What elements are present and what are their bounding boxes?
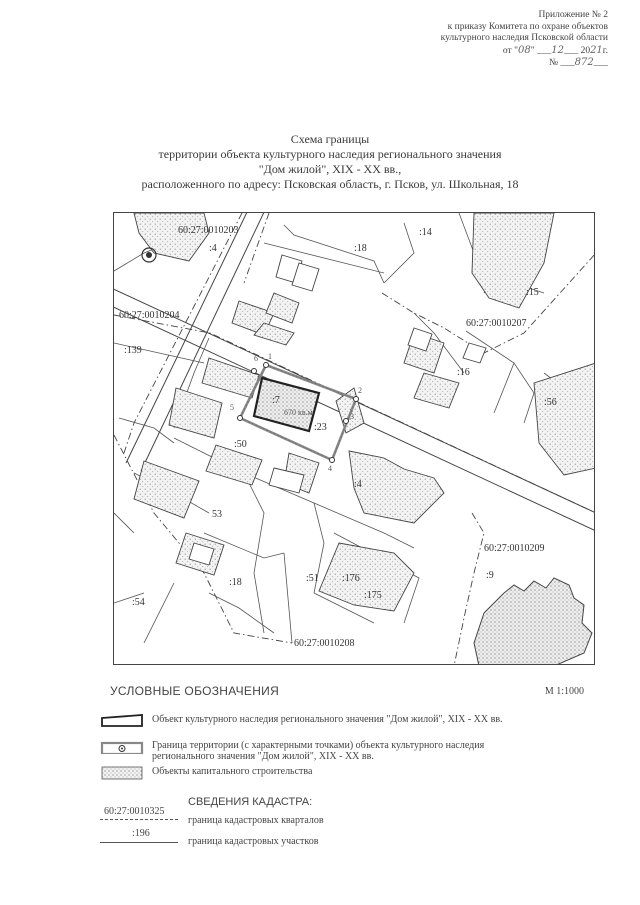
- boundary-point-4: [330, 458, 335, 463]
- scheme-title: [100, 132, 560, 192]
- number-suffix: ___: [593, 58, 608, 68]
- quarter-label-0204: 60:27:0010204: [119, 310, 180, 321]
- parcel-label: :175: [364, 590, 382, 601]
- parcel-label: :176: [342, 573, 360, 584]
- parcel-label: :56: [544, 397, 557, 408]
- number-prefix: № ___: [548, 58, 575, 68]
- order-number: 872: [574, 57, 594, 68]
- marker-icon: [142, 248, 156, 262]
- territory-area: 670 кв.м: [284, 408, 313, 417]
- legend-header: УСЛОВНЫЕ ОБОЗНАЧЕНИЯ: [110, 684, 280, 698]
- title-line4: расположенного по адресу: Псковская область, г. Псков, ул. Школьная, 18: [141, 177, 519, 191]
- parcel-label: :18: [229, 577, 242, 588]
- heritage-object: [254, 378, 319, 431]
- map-drawing: [114, 213, 595, 665]
- cadastre-parcel-desc: граница кадастровых участков: [188, 836, 319, 847]
- parcel-label: :15: [526, 287, 539, 298]
- date-year-prefix: ___ 20: [563, 45, 591, 56]
- point-number-3: 3: [350, 412, 354, 421]
- legend-text-buildings: Объекты капитального строительства: [152, 766, 313, 777]
- parcel-label: :50: [234, 439, 247, 450]
- point-number-4: 4: [328, 464, 332, 473]
- parcel-line-symbol: [100, 842, 178, 843]
- parcel-label: :51: [306, 573, 319, 584]
- boundary-point-6: [252, 369, 257, 374]
- boundary-point-1: [264, 363, 269, 368]
- date-day: 08: [517, 44, 531, 56]
- map-scale: М 1:1000: [544, 686, 584, 697]
- heritage-symbol: [100, 714, 144, 728]
- cadastre-quarter-sample: 60:27:0010325: [104, 806, 165, 817]
- legend-text-boundary-line1: Граница территории (с характерными точками) объекта культурного наследия: [152, 740, 485, 751]
- appendix-number: [378, 57, 608, 70]
- parcel-label: :9: [486, 570, 494, 581]
- boundary-point-5: [238, 416, 243, 421]
- quarter-label-0207: 60:27:0010207: [466, 318, 527, 329]
- parcel-label: :4: [209, 243, 217, 254]
- date-month: 12: [551, 44, 564, 56]
- date-mid: " ___: [530, 45, 552, 56]
- appendix-line1: Приложение № 2: [538, 10, 608, 20]
- legend-text-boundary-line2: регионального значения "Дом жилой", XIX - XX вв.: [152, 751, 374, 762]
- cadastre-parcel-sample: :196: [132, 828, 150, 839]
- point-number-2: 2: [358, 386, 362, 395]
- parcel-label: :23: [314, 422, 327, 433]
- title-line2: территории объекта культурного наследия регионального значения: [158, 147, 502, 161]
- legend-text-boundary: [152, 740, 484, 762]
- boundary-point-2: [354, 397, 359, 402]
- parcel-label: :18: [354, 243, 367, 254]
- buildings-symbol: [100, 766, 144, 780]
- date-suffix: г.: [602, 45, 608, 56]
- cadastre-header: СВЕДЕНИЯ КАДАСТРА:: [188, 796, 313, 808]
- appendix-line2: к приказу Комитета по охране объектов: [447, 21, 608, 32]
- cadastral-map: [113, 212, 595, 665]
- quarter-label-0208: 60:27:0010208: [294, 638, 355, 649]
- parcel-label: 53: [212, 509, 222, 520]
- legend-text-heritage: Объект культурного наследия регионального значения "Дом жилой", XIX - XX вв.: [152, 714, 503, 725]
- boundary-point-3: [344, 419, 349, 424]
- appendix-date: [378, 45, 608, 58]
- date-prefix: от ": [502, 45, 518, 56]
- parcel-label: :4: [354, 479, 362, 490]
- quarter-line-symbol: [100, 819, 178, 820]
- title-line1: Схема границы: [290, 132, 370, 146]
- point-number-6: 6: [254, 354, 258, 363]
- title-line3: "Дом жилой", XIX - XX вв.,: [258, 162, 402, 176]
- date-year: 21: [590, 44, 603, 56]
- cadastre-quarter-desc: граница кадастровых кварталов: [188, 815, 324, 826]
- parcel-label: :16: [457, 367, 470, 378]
- point-number-5: 5: [230, 403, 234, 412]
- boundary-symbol: [100, 740, 144, 754]
- church-building: [474, 578, 592, 665]
- quarter-label-0209: 60:27:0010209: [484, 543, 545, 554]
- parcel-label: :7: [272, 395, 280, 406]
- appendix-line3: культурного наследия Псковской области: [440, 33, 608, 43]
- appendix-header: [378, 10, 608, 70]
- point-number-1: 1: [268, 352, 272, 361]
- parcel-label: :54: [132, 597, 145, 608]
- quarter-label-0203: 60:27:0010203: [178, 225, 239, 236]
- parcel-label: :14: [419, 227, 432, 238]
- parcel-label: :139: [124, 345, 142, 356]
